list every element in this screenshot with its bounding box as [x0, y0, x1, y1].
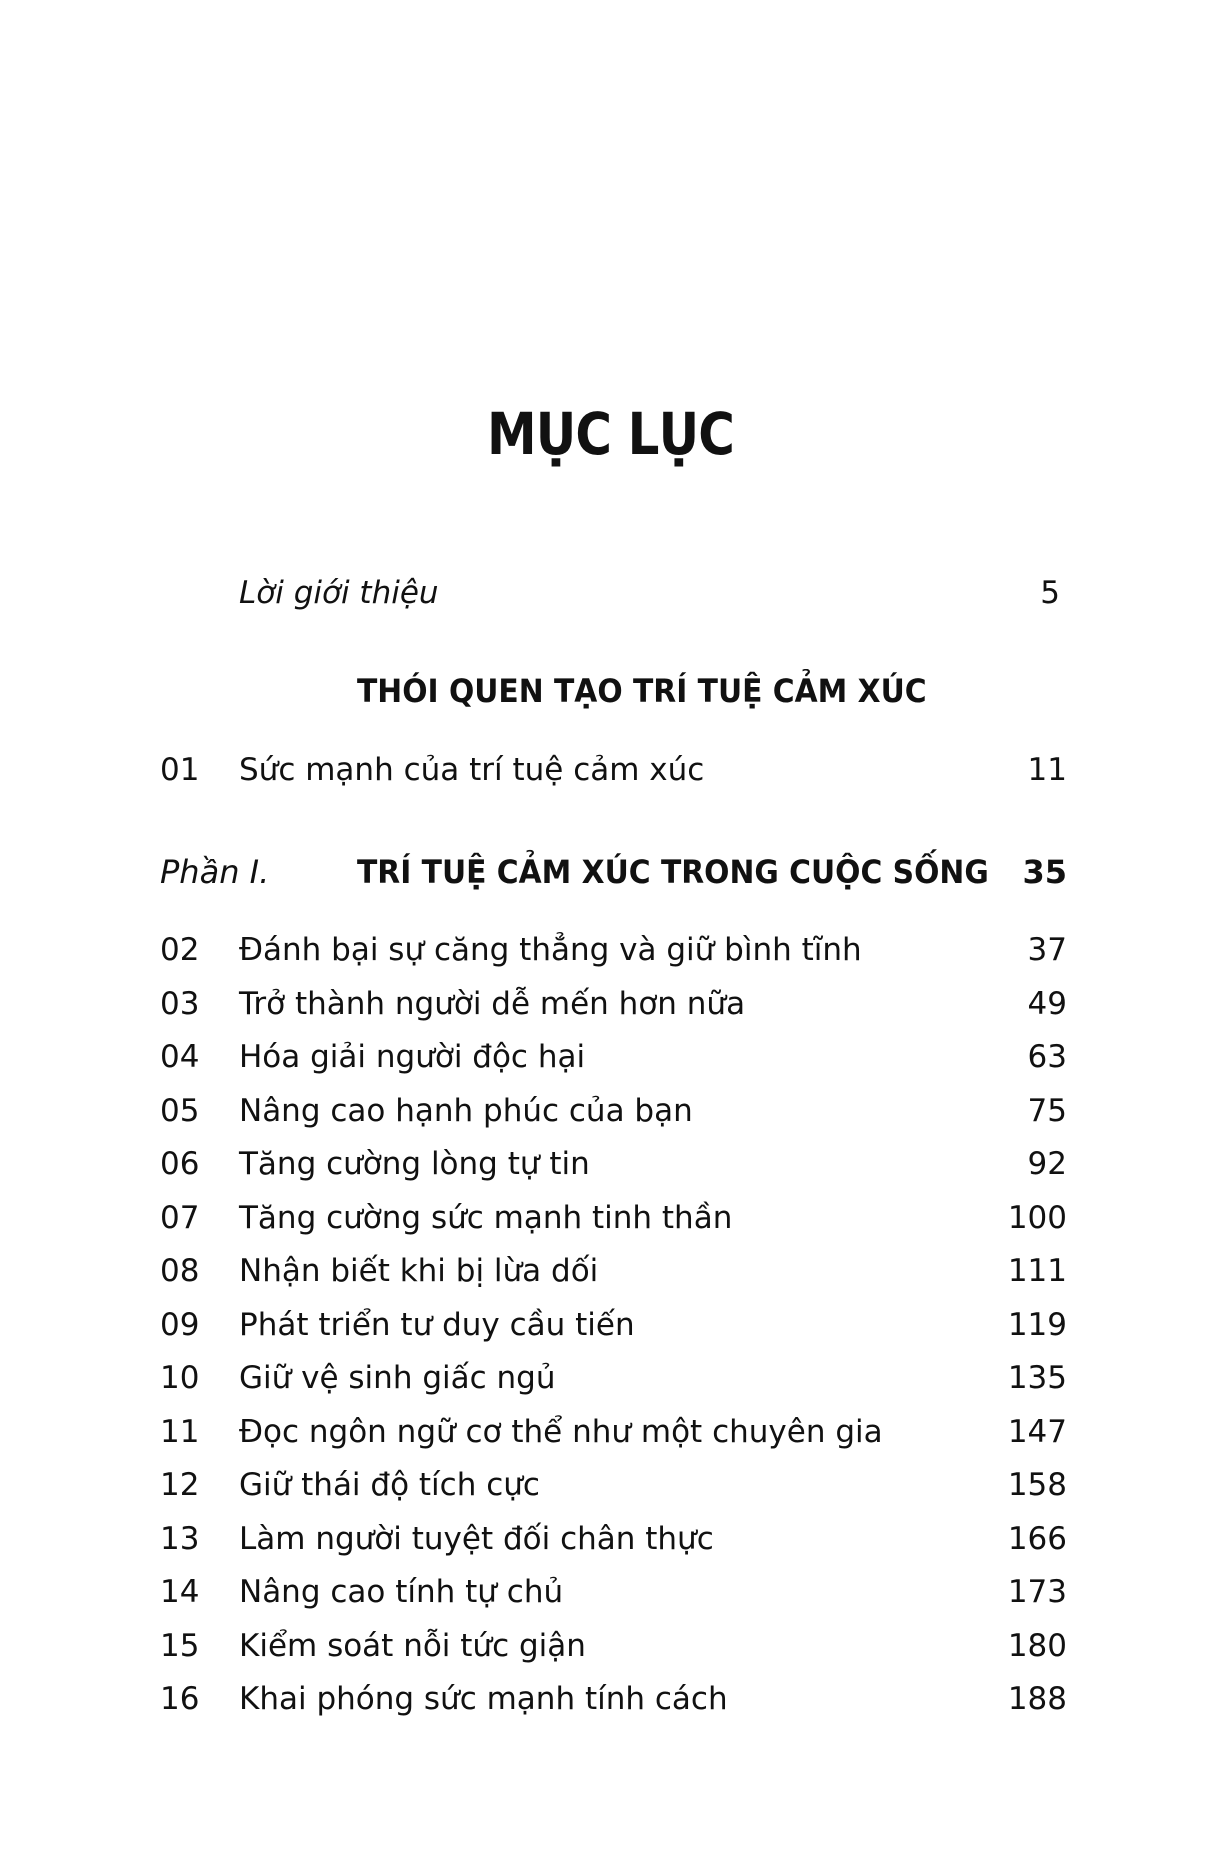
toc-entry-page: 158	[1007, 1467, 1067, 1503]
toc-entry-page: 166	[1007, 1520, 1067, 1557]
toc-entry-number: 03	[160, 985, 200, 1022]
toc-entry-label: Tăng cường sức mạnh tinh thần	[239, 1199, 733, 1236]
part-heading-text: TRÍ TUỆ CẢM XÚC TRONG CUỘC SỐNG	[357, 853, 989, 891]
toc-entry-11	[0, 1409, 1221, 1455]
toc-entry-04	[0, 1034, 1221, 1080]
section-heading-habit	[0, 666, 1221, 716]
toc-entry-page: 188	[1007, 1681, 1067, 1717]
toc-entry-10	[0, 1355, 1221, 1401]
toc-entry-label: Phát triển tư duy cầu tiến	[239, 1306, 635, 1343]
toc-entry-03	[0, 981, 1221, 1027]
toc-entry-number: 04	[160, 1039, 200, 1075]
toc-entry-01	[0, 747, 1221, 793]
part-label: Phần I.	[160, 853, 270, 891]
toc-entry-page: 75	[1027, 1092, 1067, 1129]
toc-entry-page: 100	[1007, 1199, 1067, 1236]
toc-entry-number: 11	[160, 1413, 200, 1450]
toc-entry-page: 11	[1027, 752, 1067, 788]
toc-entry-number: 16	[160, 1681, 200, 1717]
toc-entry-label: Lời giới thiệu	[239, 575, 439, 611]
toc-entry-number: 08	[160, 1253, 200, 1289]
toc-entry-intro	[0, 570, 1221, 616]
toc-entry-05	[0, 1088, 1221, 1134]
toc-entry-number: 07	[160, 1199, 200, 1236]
toc-entry-02	[0, 927, 1221, 973]
toc-entry-label: Nâng cao tính tự chủ	[239, 1574, 564, 1610]
toc-entry-08	[0, 1248, 1221, 1294]
toc-entry-label: Khai phóng sức mạnh tính cách	[239, 1681, 728, 1717]
toc-entry-number: 12	[160, 1467, 200, 1503]
toc-entry-number: 06	[160, 1146, 200, 1182]
part-heading-page: 35	[1022, 853, 1067, 891]
toc-entry-13	[0, 1516, 1221, 1562]
toc-entry-number: 01	[160, 752, 200, 788]
page-title: MỤC LỤC	[486, 400, 734, 468]
toc-entry-number: 15	[160, 1627, 200, 1664]
toc-entry-number: 13	[160, 1520, 200, 1557]
toc-entry-06	[0, 1141, 1221, 1187]
toc-entry-page: 147	[1007, 1413, 1067, 1450]
toc-entry-label: Kiểm soát nỗi tức giận	[239, 1627, 586, 1664]
toc-entry-07	[0, 1195, 1221, 1241]
toc-entry-page: 49	[1027, 985, 1067, 1022]
toc-entry-page: 180	[1007, 1627, 1067, 1664]
toc-entry-label: Nhận biết khi bị lừa dối	[239, 1253, 599, 1289]
toc-entry-page: 92	[1027, 1146, 1067, 1182]
toc-entry-15	[0, 1623, 1221, 1669]
toc-entry-page: 5	[1040, 575, 1060, 611]
toc-entry-09	[0, 1302, 1221, 1348]
toc-entry-number: 10	[160, 1360, 200, 1396]
toc-entry-12	[0, 1462, 1221, 1508]
toc-entry-page: 37	[1027, 932, 1067, 968]
toc-entry-label: Sức mạnh của trí tuệ cảm xúc	[239, 752, 705, 788]
toc-entry-page: 63	[1027, 1039, 1067, 1075]
toc-entry-label: Nâng cao hạnh phúc của bạn	[239, 1092, 693, 1129]
toc-entry-number: 05	[160, 1092, 200, 1129]
toc-entry-label: Giữ vệ sinh giấc ngủ	[239, 1360, 556, 1396]
toc-entry-page: 111	[1007, 1253, 1067, 1289]
toc-entry-14	[0, 1569, 1221, 1615]
toc-entry-label: Làm người tuyệt đối chân thực	[239, 1520, 714, 1557]
toc-entry-number: 02	[160, 932, 200, 968]
toc-entry-number: 14	[160, 1574, 200, 1610]
toc-entry-label: Đọc ngôn ngữ cơ thể như một chuyên gia	[239, 1413, 883, 1450]
toc-entry-number: 09	[160, 1306, 200, 1343]
toc-entry-label: Đánh bại sự căng thẳng và giữ bình tĩnh	[239, 932, 862, 968]
toc-entry-label: Trở thành người dễ mến hơn nữa	[239, 985, 746, 1022]
toc-entry-16	[0, 1676, 1221, 1722]
section-heading-text: THÓI QUEN TẠO TRÍ TUỆ CẢM XÚC	[357, 672, 927, 710]
toc-entry-page: 173	[1007, 1574, 1067, 1610]
toc-entry-label: Tăng cường lòng tự tin	[239, 1146, 590, 1182]
part-heading-1	[0, 847, 1221, 897]
toc-entry-label: Hóa giải người độc hại	[239, 1039, 586, 1075]
toc-entry-page: 135	[1007, 1360, 1067, 1396]
toc-entry-label: Giữ thái độ tích cực	[239, 1467, 540, 1503]
toc-entry-page: 119	[1007, 1306, 1067, 1343]
